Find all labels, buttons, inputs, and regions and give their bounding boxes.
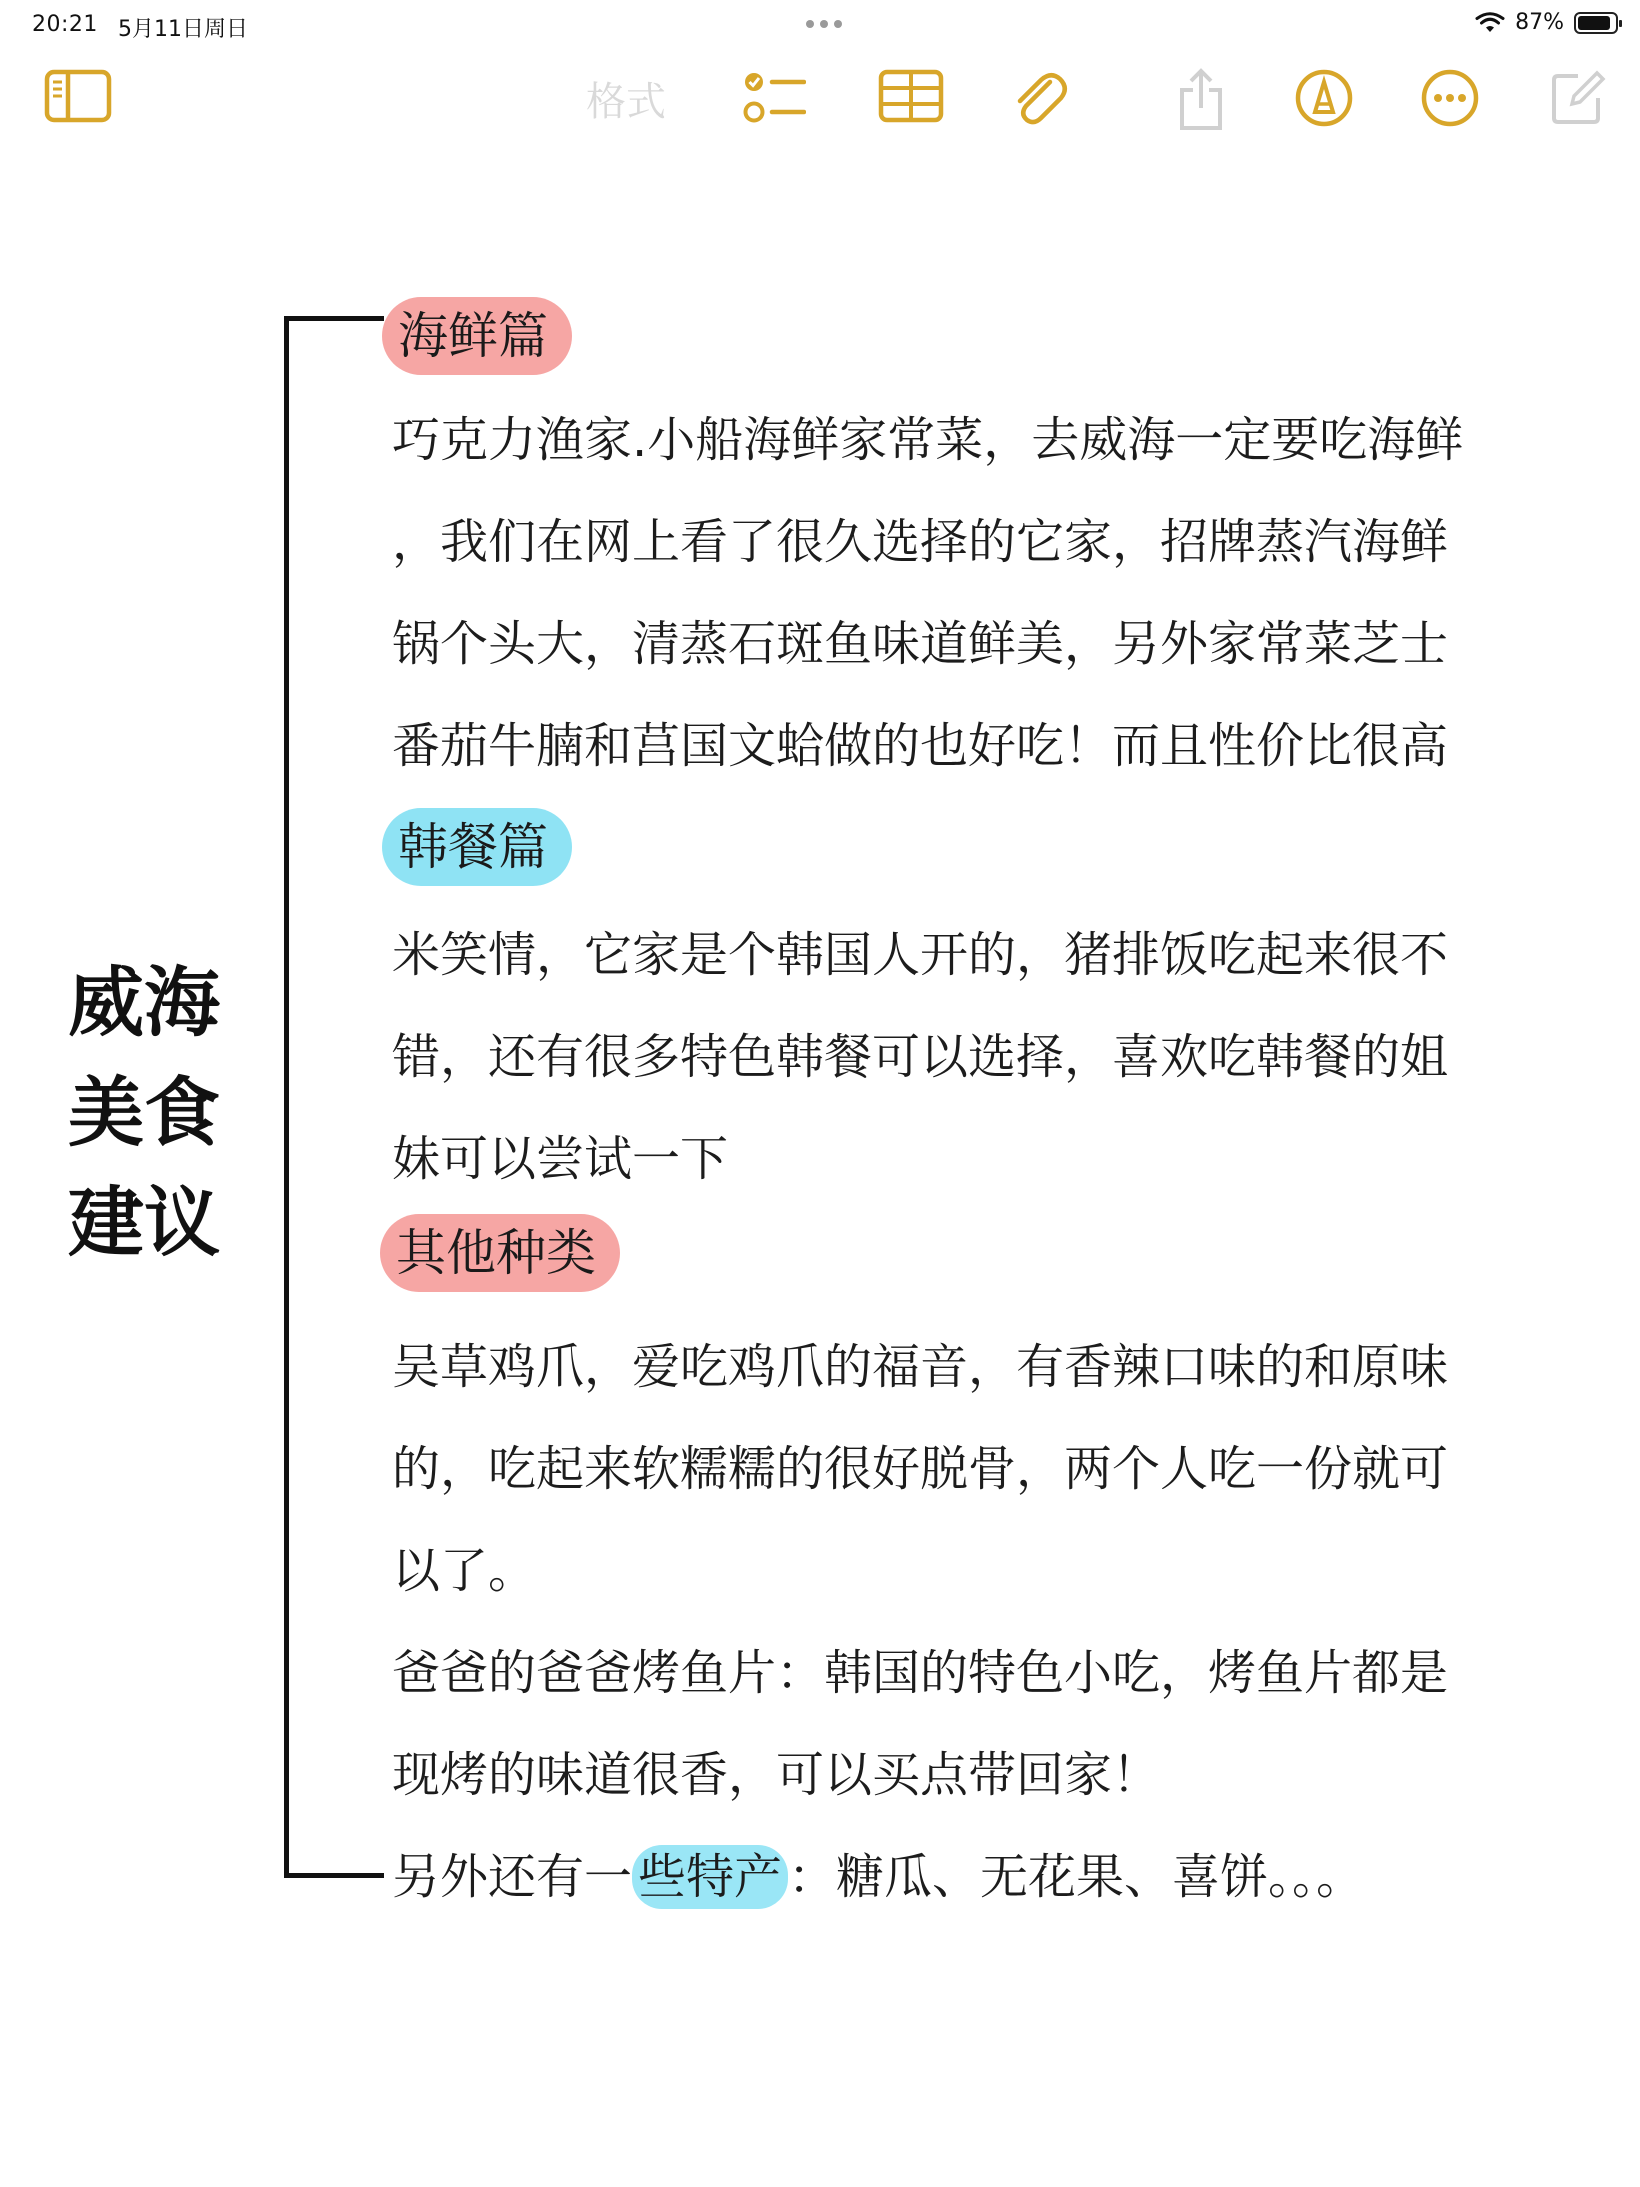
section-body-other xyxy=(392,1316,1572,1928)
text-line: 现烤的味道很香，可以买点带回家！ xyxy=(392,1747,1161,1803)
heading-highlight: 海鲜篇 xyxy=(382,297,572,375)
sidebar-icon xyxy=(44,68,112,124)
status-right xyxy=(1475,10,1618,35)
text-run: ：糖瓜、无花果、喜饼。。。 xyxy=(788,1849,1365,1905)
text-line: 吴草鸡爪，爱吃鸡爪的福音，有香辣口味的和原味 xyxy=(392,1339,1449,1395)
more-button[interactable] xyxy=(1420,68,1480,128)
section-heading-korean xyxy=(398,808,572,886)
checklist-icon xyxy=(742,68,806,128)
battery-icon xyxy=(1574,12,1618,34)
bracket-bottom-tick xyxy=(284,1873,384,1878)
table-button[interactable] xyxy=(878,68,944,124)
wifi-icon xyxy=(1475,12,1505,34)
text-line: ，我们在网上看了很久选择的它家，招牌蒸汽海鲜 xyxy=(392,514,1449,570)
side-title-line: 建议 xyxy=(68,1178,220,1267)
status-time: 20:21 xyxy=(32,12,98,37)
text-run: 另外还有一 xyxy=(392,1849,633,1905)
text-line: 米笑情，它家是个韩国人开的，猪排饭吃起来很不 xyxy=(392,927,1449,983)
format-button[interactable]: 格式 xyxy=(586,79,666,125)
share-icon xyxy=(1176,68,1226,132)
text-line: 巧克力渔家.小船海鲜家常菜，去威海一定要吃海鲜 xyxy=(392,412,1464,468)
text-line-specialties xyxy=(392,1826,1572,1928)
table-icon xyxy=(878,68,944,124)
sidebar-toggle-button[interactable] xyxy=(44,68,112,124)
inline-highlight: 些特产 xyxy=(632,1845,788,1909)
text-line: 错，还有很多特色韩餐可以选择，喜欢吃韩餐的姐 xyxy=(392,1029,1449,1085)
bracket-line xyxy=(284,318,289,1878)
text-line: 以了。 xyxy=(392,1543,537,1599)
notes-toolbar xyxy=(0,60,1640,140)
heading-highlight: 韩餐篇 xyxy=(382,808,572,886)
side-title-line: 威海 xyxy=(68,958,220,1047)
status-date: 5月11日周日 xyxy=(118,17,248,42)
text-line: 番茄牛腩和莒国文蛤做的也好吃！而且性价比很高 xyxy=(392,718,1449,774)
side-title-line: 美食 xyxy=(68,1068,220,1157)
attachment-icon xyxy=(1010,68,1068,130)
text-line: 的，吃起来软糯糯的很好脱骨，两个人吃一份就可 xyxy=(392,1441,1449,1497)
bracket-top-tick xyxy=(284,316,384,321)
share-button[interactable] xyxy=(1176,68,1226,132)
heading-highlight: 其他种类 xyxy=(380,1214,620,1292)
text-line: 锅个头大，清蒸石斑鱼味道鲜美，另外家常菜芝士 xyxy=(392,616,1449,672)
section-body-korean xyxy=(392,904,1572,1210)
section-heading-seafood xyxy=(398,297,572,375)
section-body-seafood xyxy=(392,389,1572,797)
text-line: 妹可以尝试一下 xyxy=(392,1131,729,1187)
text-line: 爸爸的爸爸烤鱼片：韩国的特色小吃，烤鱼片都是 xyxy=(392,1645,1449,1701)
markup-icon xyxy=(1294,68,1354,128)
markup-button[interactable] xyxy=(1294,68,1354,128)
battery-percent: 87% xyxy=(1515,10,1564,35)
multitasking-dots[interactable] xyxy=(806,20,842,28)
compose-icon xyxy=(1550,68,1606,126)
checklist-button[interactable] xyxy=(742,68,806,128)
note-side-title xyxy=(68,948,258,1278)
status-bar xyxy=(0,0,1640,50)
compose-button[interactable] xyxy=(1550,68,1606,126)
more-icon xyxy=(1420,68,1480,128)
section-heading-other xyxy=(396,1214,620,1292)
attachment-button[interactable] xyxy=(1010,68,1068,130)
